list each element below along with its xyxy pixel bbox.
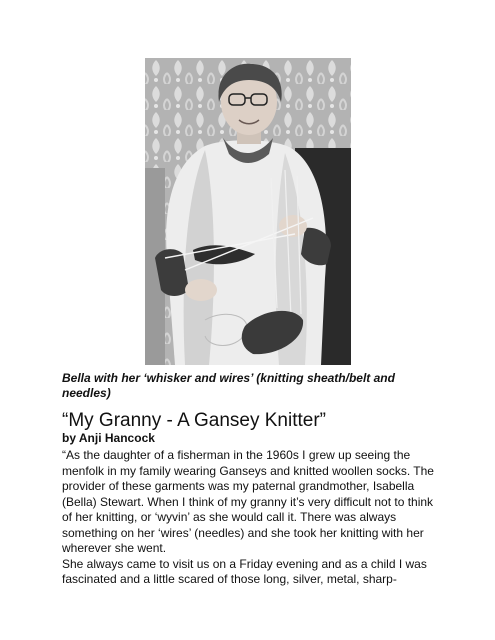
article-byline: by Anji Hancock bbox=[62, 431, 155, 445]
photo-caption: Bella with her ‘whisker and wires’ (knitting sheath/belt and needles) bbox=[62, 371, 395, 400]
photo-illustration bbox=[145, 58, 351, 365]
article-title: “My Granny - A Gansey Knitter” bbox=[62, 410, 326, 431]
knitting-photo bbox=[145, 58, 351, 365]
article-body bbox=[62, 448, 442, 588]
body-paragraph: She always came to visit us on a Friday evening and as a child I was fascinated and a little scared of those long, silver, metal, sharp- bbox=[62, 556, 427, 586]
body-paragraph: “As the daughter of a fisherman in the 1960s I grew up seeing the menfolk in my family wearing Ganseys and knitted woollen socks. The provider of these garments was my paternal grandmother, Isabella (Bella) Stewart. When I think of my granny it’s very difficult not to think of her knitting, or ‘wyvin’ as she would call it. There was always something on her ‘wires’ (needles) and she took her knitting with her wherever she went. bbox=[62, 448, 434, 555]
